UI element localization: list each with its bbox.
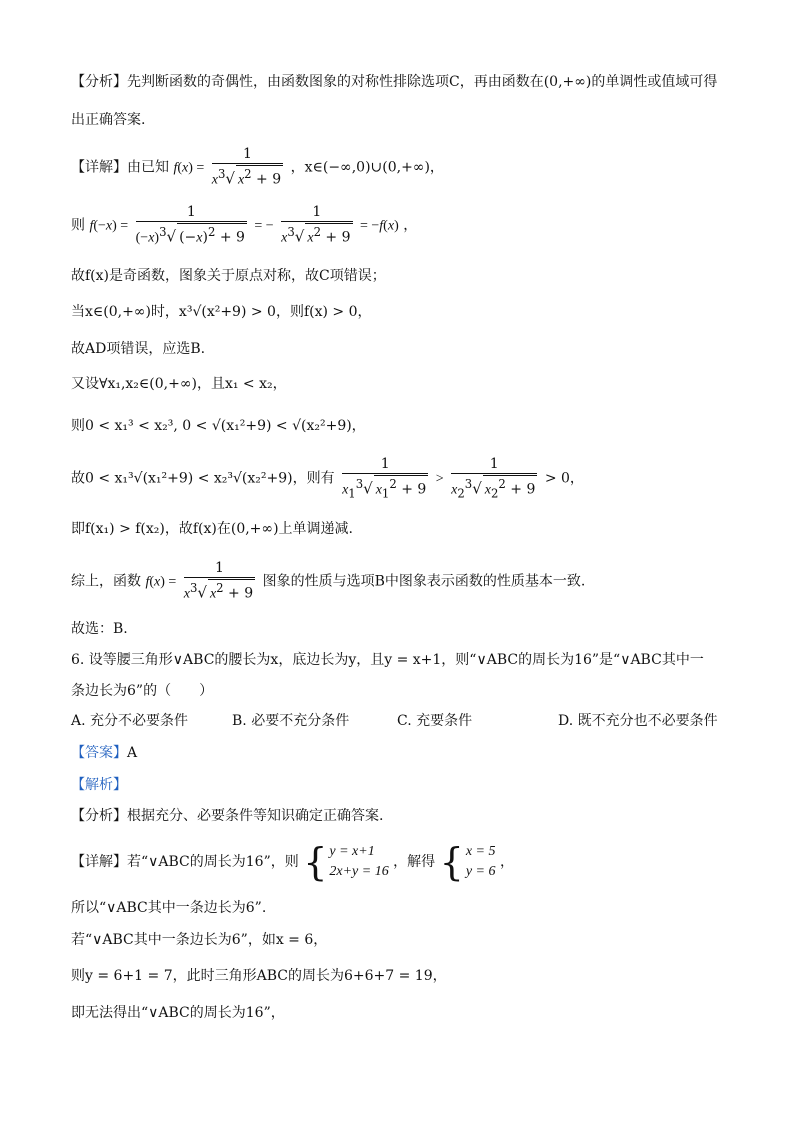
exclude-ad-line: 故AD项错误，应选B. (71, 341, 206, 357)
q6-detail-line: 【详解】若“∨ABC的周长为16”，则 { y = x+1 2x+y = 16 ，解得 { x = 5 y = 6 ， (71, 840, 514, 884)
domain-text: ，x∈(−∞,0)∪(0,+∞)， (290, 159, 444, 176)
fraction: $\frac{1}{x_1^3√ x_1^2 + 9}$ (342, 456, 427, 501)
option-a: A. 充分不必要条件 (71, 713, 189, 729)
monotonic-line: 即f(x₁) > f(x₂)，故f(x)在(0,+∞)上单调递减. (71, 521, 353, 537)
answer-value: A (127, 745, 138, 761)
question-6-line-1: 6. 设等腰三角形∨ABC的腰长为x，底边长为y，且y = x+1，则“∨ABC的周长为16”是“∨ABC其中一 (71, 652, 704, 668)
equation-system: y = x+1 2x+y = 16 (329, 844, 389, 879)
assume-line: 又设∀x₁,x₂∈(0,+∞)，且x₁ < x₂， (71, 376, 287, 392)
detail-line-1: 【详解】由已知 f(x) = $\frac{1}{x^3√ x^2 + 9}$ ，x∈(−∞,0)∪(0,+∞)， (71, 146, 444, 188)
fraction: $\frac{1}{x^3√ x^2 + 9}$ (211, 146, 282, 188)
solution-system: x = 5 y = 6 (465, 844, 496, 879)
answer-line (71, 743, 734, 763)
option-d: D. 既不充分也不必要条件 (558, 713, 718, 729)
positive-line: 当x∈(0,+∞)时，x³√(x²+9) > 0，则f(x) > 0， (71, 304, 372, 320)
detail-label: 【详解】由已知 (71, 159, 169, 176)
analysis-line-1: 【分析】先判断函数的奇偶性，由函数图象的对称性排除选项C，再由函数在(0,+∞)的单调性或值域可得 (71, 74, 718, 90)
option-c: C. 充要条件 (397, 713, 473, 729)
fraction: $\frac{1}{x^3√ x^2 + 9}$ (281, 204, 351, 246)
analysis-header (71, 775, 734, 795)
q6-conclusion-line: 即无法得出“∨ABC的周长为16”， (71, 1005, 285, 1021)
q6-if-line: 若“∨ABC其中一条边长为6”，如x = 6， (71, 932, 328, 948)
odd-function-line: 故f(x)是奇函数，图象关于原点对称，故C项错误； (71, 268, 386, 284)
detail-line-2: 则 f(−x) = $\frac{1}{(-x)^3√ (-x)^2 + 9}$ = − $\frac{1}{x^3√ x^2 + 9}$ = −f(x) ， (71, 204, 418, 246)
fraction: $\frac{1}{x_2^3√ x_2^2 + 9}$ (451, 456, 536, 501)
fraction: $\frac{1}{x^3√ x^2 + 9}$ (183, 560, 254, 602)
q6-so-line: 所以“∨ABC其中一条边长为6”. (71, 900, 267, 916)
choice-b-line: 故选：B. (71, 621, 128, 637)
fraction: $\frac{1}{(-x)^3√ (-x)^2 + 9}$ (135, 204, 245, 246)
conclusion-line: 综上，函数 f(x) = $\frac{1}{x^3√ x^2 + 9}$ 图象的性质与选项B中图象表示函数的性质基本一致. (71, 560, 586, 602)
analysis-line-2: 出正确答案. (71, 112, 146, 128)
q6-analysis-line: 【分析】根据充分、必要条件等知识确定正确答案. (71, 808, 384, 824)
analysis-tag: 【解析】 (71, 777, 127, 793)
q6-perimeter-line: 则y = 6+1 = 7，此时三角形ABC的周长为6+6+7 = 19， (71, 968, 447, 984)
answer-tag: 【答案】 (71, 745, 127, 761)
question-6-line-2: 条边长为6”的（ ） (71, 683, 214, 699)
option-b: B. 必要不充分条件 (232, 713, 350, 729)
compare-line: 故0 < x₁³√(x₁²+9) < x₂³√(x₂²+9)，则有 $\frac{1}{x_1^3√ x_1^2 + 9}$ > $\frac{1}{x_2^3√ x_2^2 + 9}$ > 0， (71, 456, 584, 501)
inequality-line: 则0 < x₁³ < x₂³, 0 < √(x₁²+9) < √(x₂²+9)， (71, 418, 366, 434)
